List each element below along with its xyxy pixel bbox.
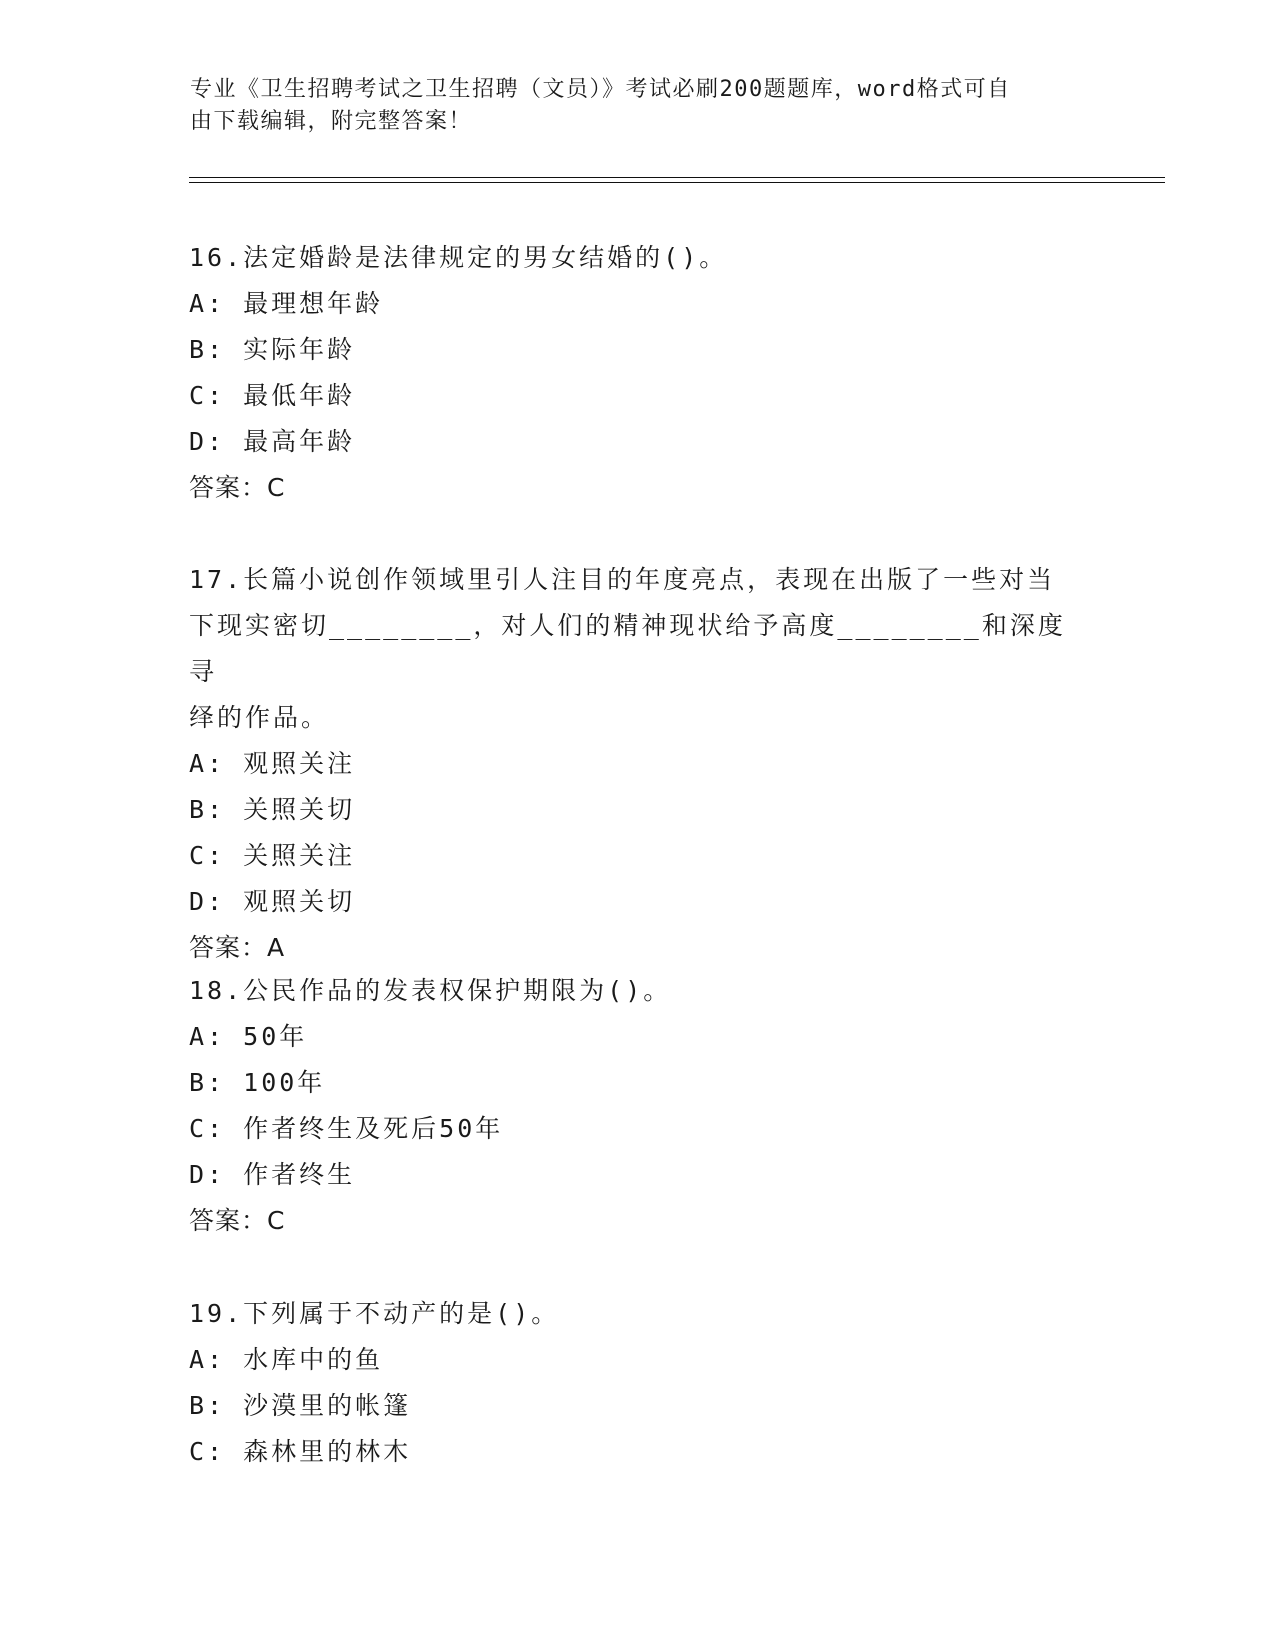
question-stem: 19.下列属于不动产的是()。 [189,1299,560,1328]
option-d: D: 最高年龄 [189,427,356,456]
question-18 [189,968,1089,1244]
option-b: B: 沙漠里的帐篷 [189,1391,412,1420]
document-header [190,74,1090,138]
option-b: B: 实际年龄 [189,335,356,364]
option-c: C: 作者终生及死后50年 [189,1114,504,1143]
header-divider-top [189,177,1165,178]
option-a: A: 50年 [189,1022,308,1051]
option-c: C: 森林里的林木 [189,1437,412,1466]
option-b: B: 关照关切 [189,795,356,824]
header-line-2: 由下载编辑，附完整答案！ [190,109,473,134]
question-17 [189,557,1089,971]
question-19 [189,1291,1089,1475]
header-divider-bottom [189,182,1165,183]
option-c: C: 关照关注 [189,841,356,870]
question-stem-line-3: 绎的作品。 [189,703,330,732]
header-line-1: 专业《卫生招聘考试之卫生招聘（文员）》考试必刷200题题库，word格式可自 [190,77,1011,102]
option-b: B: 100年 [189,1068,326,1097]
question-stem: 16.法定婚龄是法律规定的男女结婚的()。 [189,243,728,272]
option-a: A: 观照关注 [189,749,356,778]
question-stem-line-1: 17.长篇小说创作领域里引人注目的年度亮点，表现在出版了一些对当 [189,565,1056,594]
question-stem-line-2: 下现实密切________，对人们的精神现状给予高度________和深度寻 [189,611,1066,686]
option-d: D: 观照关切 [189,887,356,916]
answer: 答案：C [189,1206,286,1235]
option-c: C: 最低年龄 [189,381,356,410]
option-a: A: 最理想年龄 [189,289,384,318]
question-stem: 18.公民作品的发表权保护期限为()。 [189,976,672,1005]
question-16 [189,235,1089,511]
option-d: D: 作者终生 [189,1160,356,1189]
answer: 答案：A [189,933,286,962]
option-a: A: 水库中的鱼 [189,1345,384,1374]
answer: 答案：C [189,473,286,502]
